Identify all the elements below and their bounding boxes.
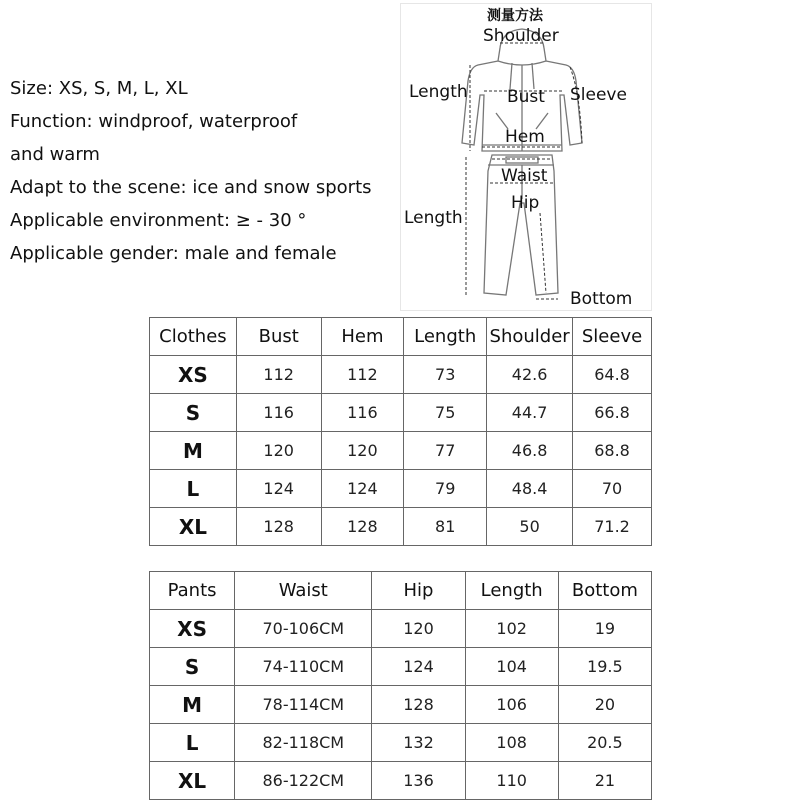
spec-size: Size: XS, S, M, L, XL [10, 78, 188, 99]
pants-size-table [149, 571, 652, 800]
spec-function-cont: and warm [10, 144, 100, 165]
table-cell: 104 [465, 648, 558, 686]
header-cell: Sleeve [573, 318, 652, 356]
table-row [150, 508, 652, 546]
table-row [150, 724, 652, 762]
size-cell: S [150, 394, 237, 432]
table-cell: 68.8 [573, 432, 652, 470]
table-cell: 120 [321, 432, 404, 470]
product-specs [10, 72, 400, 270]
table-row [150, 470, 652, 508]
header-cell: Pants [150, 572, 235, 610]
table-cell: 44.7 [487, 394, 573, 432]
size-cell: L [150, 470, 237, 508]
spec-gender: Applicable gender: male and female [10, 243, 337, 264]
header-cell: Bottom [558, 572, 651, 610]
table-cell: 42.6 [487, 356, 573, 394]
table-cell: 50 [487, 508, 573, 546]
table-cell: 116 [321, 394, 404, 432]
header-cell: Waist [235, 572, 372, 610]
table-cell: 112 [236, 356, 321, 394]
label-length-top: Length [409, 82, 468, 102]
diagram-title-cn: 测量方法 [487, 8, 543, 24]
table-cell: 120 [236, 432, 321, 470]
clothes-size-table [149, 317, 652, 546]
table-row [150, 648, 652, 686]
label-bust: Bust [507, 87, 545, 107]
table-row [150, 762, 652, 800]
header-cell: Clothes [150, 318, 237, 356]
table-cell: 124 [236, 470, 321, 508]
spec-scene: Adapt to the scene: ice and snow sports [10, 177, 372, 198]
table-cell: 128 [236, 508, 321, 546]
table-cell: 124 [321, 470, 404, 508]
table-row [150, 394, 652, 432]
table-row [150, 686, 652, 724]
size-cell: M [150, 432, 237, 470]
label-hip: Hip [511, 193, 540, 213]
header-cell: Length [465, 572, 558, 610]
label-waist: Waist [501, 166, 548, 186]
garment-illustration [400, 3, 652, 311]
size-cell: XL [150, 762, 235, 800]
table-row [150, 610, 652, 648]
table-cell: 132 [372, 724, 465, 762]
table-cell: 20.5 [558, 724, 651, 762]
table-cell: 108 [465, 724, 558, 762]
table-cell: 128 [372, 686, 465, 724]
table-cell: 20 [558, 686, 651, 724]
size-cell: S [150, 648, 235, 686]
size-cell: XL [150, 508, 237, 546]
table-cell: 79 [404, 470, 487, 508]
table-cell: 73 [404, 356, 487, 394]
table-cell: 21 [558, 762, 651, 800]
table-cell: 75 [404, 394, 487, 432]
table-cell: 102 [465, 610, 558, 648]
table-cell: 82-118CM [235, 724, 372, 762]
table-cell: 116 [236, 394, 321, 432]
label-sleeve: Sleeve [570, 85, 627, 105]
label-hem: Hem [505, 127, 545, 147]
table-cell: 112 [321, 356, 404, 394]
table-cell: 71.2 [573, 508, 652, 546]
spec-function: Function: windproof, waterproof [10, 111, 298, 132]
label-bottom: Bottom [570, 289, 633, 309]
table-row [150, 432, 652, 470]
table-cell: 46.8 [487, 432, 573, 470]
header-cell: Shoulder [487, 318, 573, 356]
table-cell: 70 [573, 470, 652, 508]
size-cell: M [150, 686, 235, 724]
table-cell: 128 [321, 508, 404, 546]
table-cell: 86-122CM [235, 762, 372, 800]
table-cell: 110 [465, 762, 558, 800]
table-cell: 74-110CM [235, 648, 372, 686]
size-cell: L [150, 724, 235, 762]
table-cell: 64.8 [573, 356, 652, 394]
header-cell: Length [404, 318, 487, 356]
table-cell: 81 [404, 508, 487, 546]
table-cell: 19 [558, 610, 651, 648]
table-cell: 70-106CM [235, 610, 372, 648]
header-cell: Hem [321, 318, 404, 356]
table-header-row [150, 572, 652, 610]
table-cell: 106 [465, 686, 558, 724]
table-cell: 120 [372, 610, 465, 648]
table-cell: 48.4 [487, 470, 573, 508]
table-cell: 78-114CM [235, 686, 372, 724]
table-cell: 19.5 [558, 648, 651, 686]
measurement-diagram [400, 3, 652, 311]
table-cell: 136 [372, 762, 465, 800]
spec-environment: Applicable environment: ≥ - 30 ° [10, 210, 307, 231]
header-cell: Bust [236, 318, 321, 356]
size-cell: XS [150, 610, 235, 648]
table-header-row [150, 318, 652, 356]
label-shoulder: Shoulder [483, 26, 559, 46]
label-length-pants: Length [404, 208, 463, 228]
header-cell: Hip [372, 572, 465, 610]
table-cell: 66.8 [573, 394, 652, 432]
table-cell: 124 [372, 648, 465, 686]
table-row [150, 356, 652, 394]
size-cell: XS [150, 356, 237, 394]
table-cell: 77 [404, 432, 487, 470]
